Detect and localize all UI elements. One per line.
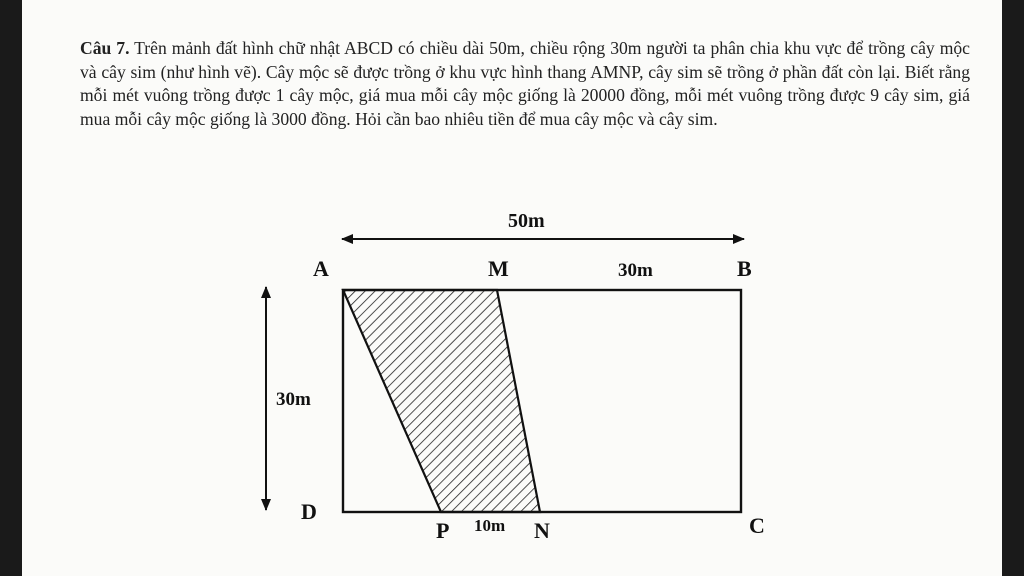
width-label: 30m [276, 389, 311, 410]
vertex-m-label: M [488, 256, 509, 281]
question-body: Trên mảnh đất hình chữ nhật ABCD có chiều dài 50m, chiều rộng 30m người ta phân chia khu vực để trồng cây mộc và cây sim (như hình vẽ). Cây mộc sẽ được trồng ở khu vực hình thang AMNP, cây sim sẽ trồng ở phần đất còn lại. Biết rằng mỗi mét vuông trồng được 1 cây mộc, giá mua mỗi cây mộc giống là 20000 đồng, mỗi mét vuông trồng được 9 cây sim, giá mua mỗi cây mộc giống là 3000 đồng. Hỏi cần bao nhiêu tiền để mua cây mộc và cây sim. [80, 38, 970, 129]
length-label: 50m [508, 210, 545, 232]
question-label: Câu 7. [80, 38, 130, 58]
document-page [22, 0, 1002, 576]
vertex-p-label: P [436, 518, 450, 543]
vertex-a-label: A [313, 256, 329, 281]
vertex-c-label: C [749, 513, 765, 538]
vertex-d-label: D [301, 499, 317, 524]
geometry-figure [22, 0, 1002, 576]
trapezoid-amnp [343, 290, 540, 512]
pn-length-label: 10m [474, 516, 506, 535]
vertex-n-label: N [534, 518, 550, 543]
vertex-b-label: B [737, 256, 752, 281]
mb-length-label: 30m [618, 260, 653, 281]
